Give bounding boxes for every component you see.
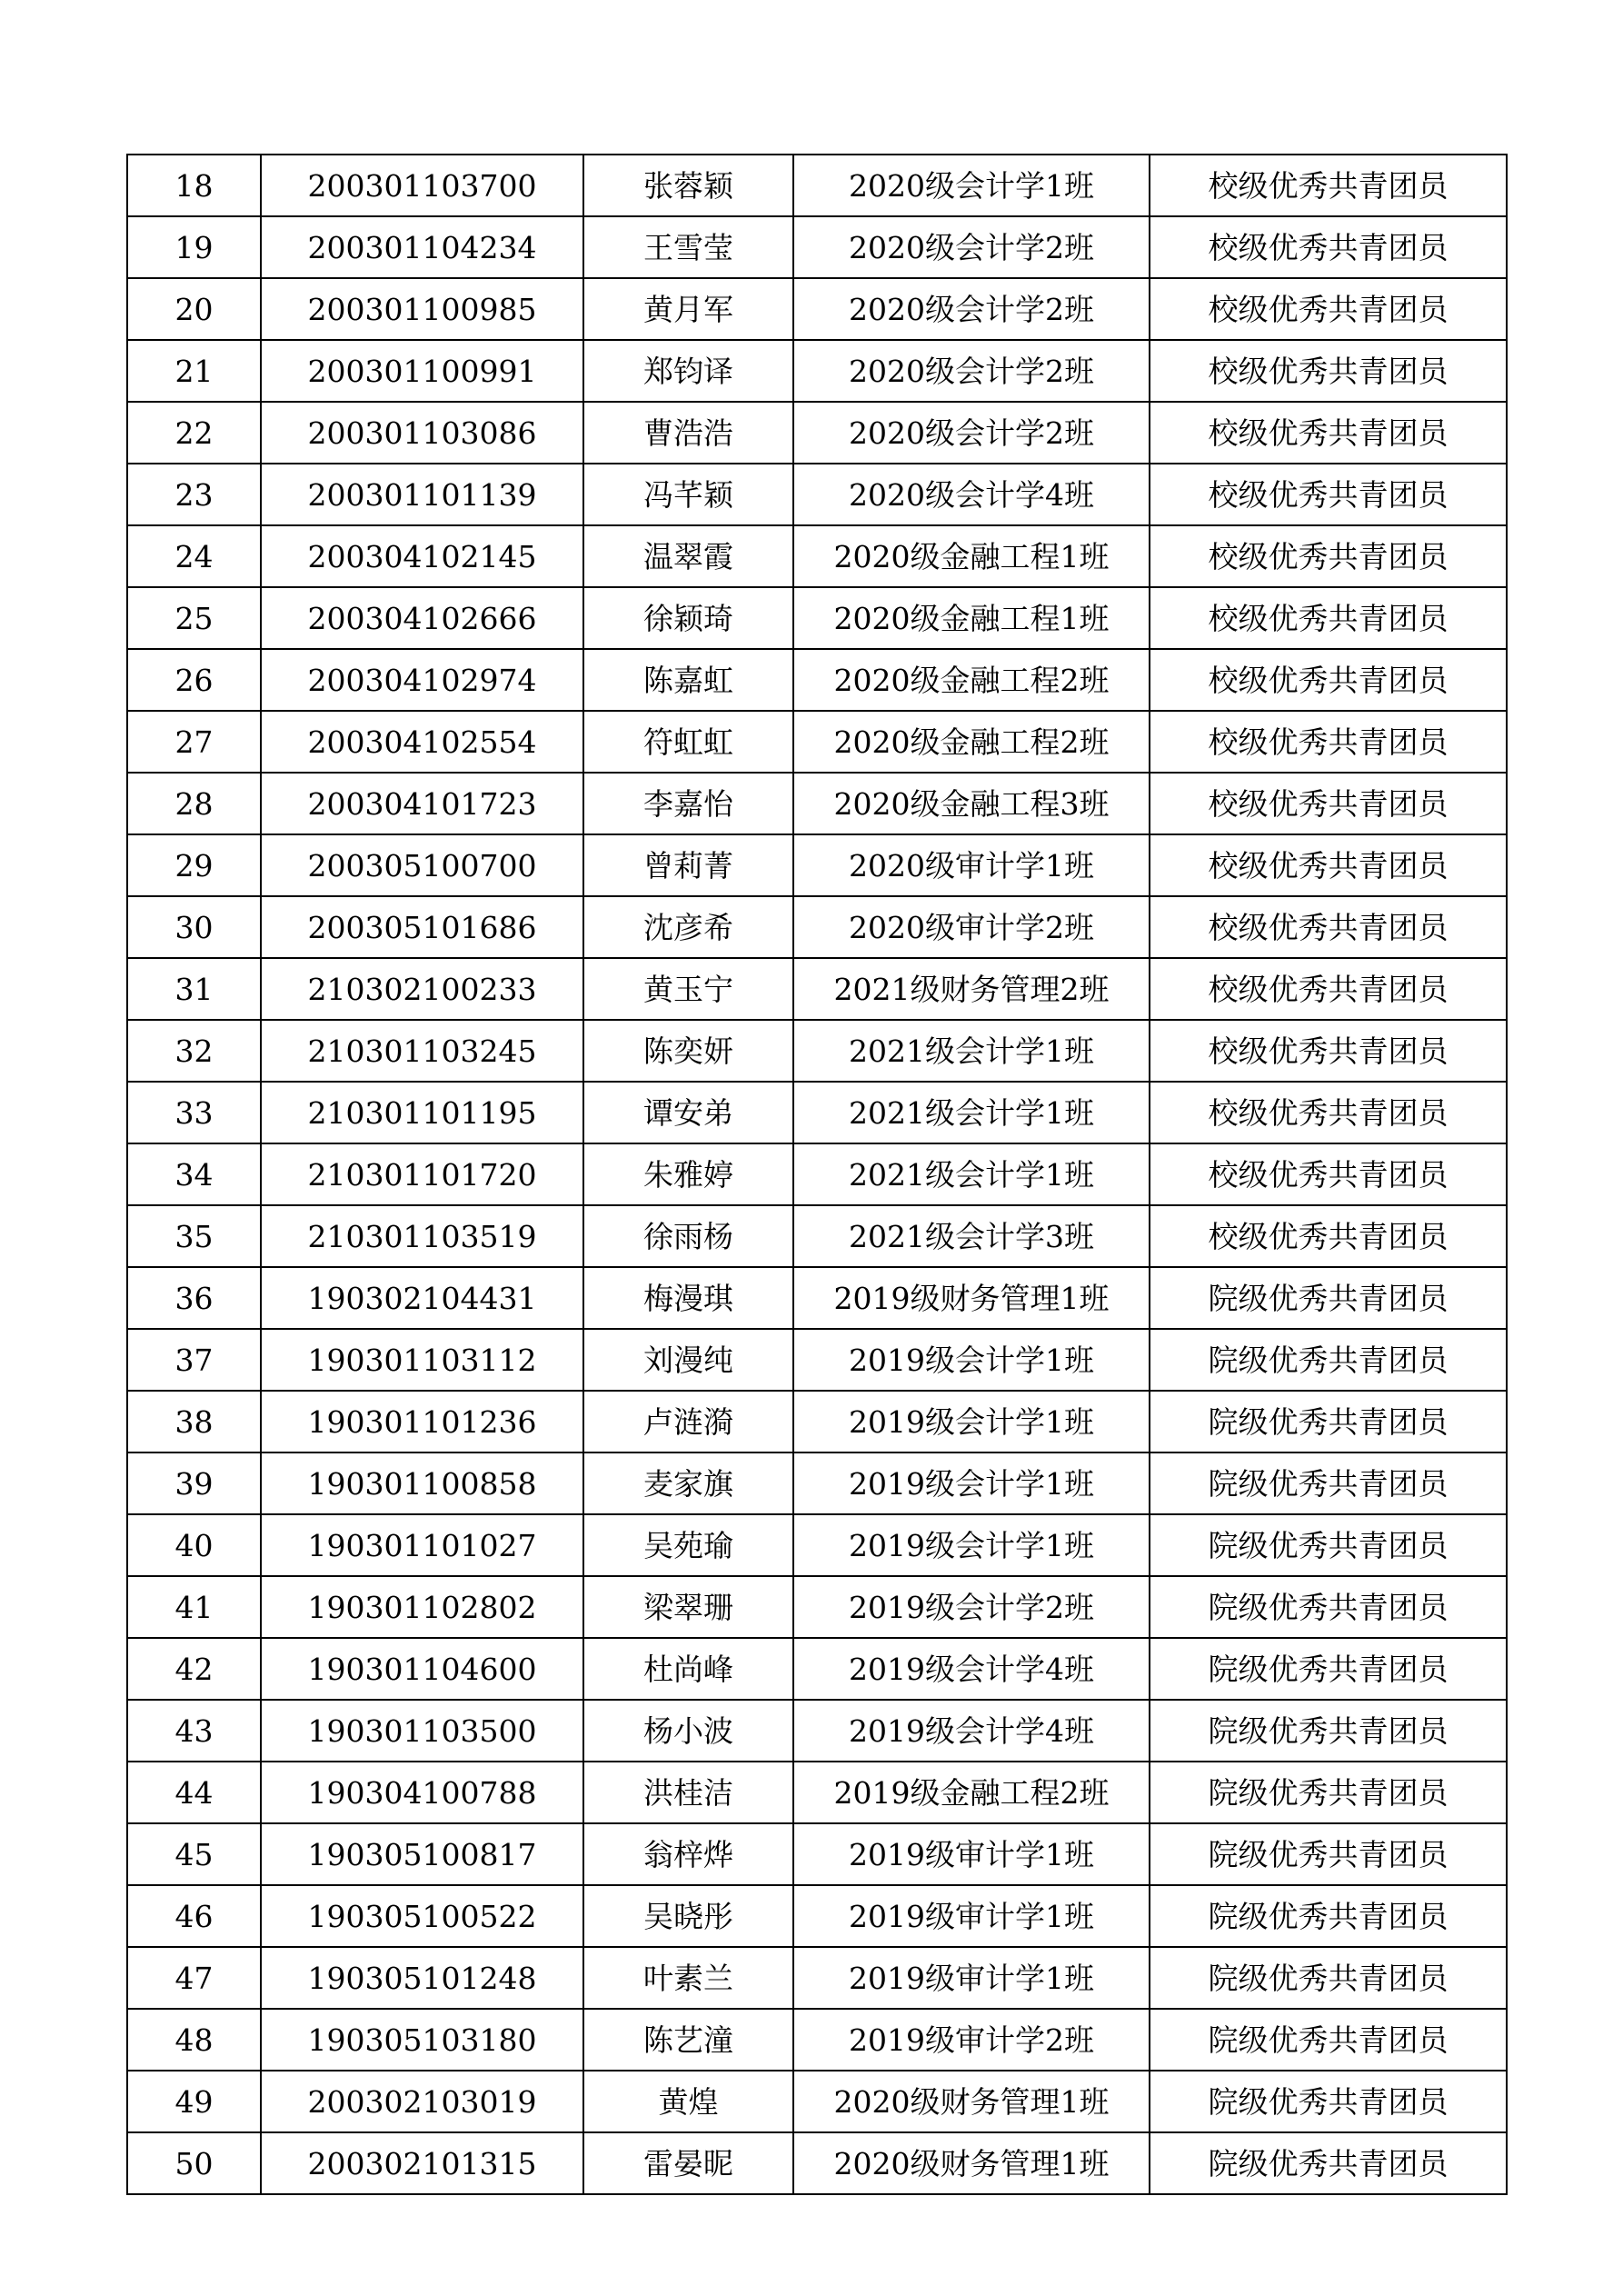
class-name-cell: 2021级会计学3班 [793,1205,1150,1267]
class-name-cell: 2019级会计学2班 [793,1576,1150,1638]
table-body [127,155,1507,2194]
award-title-cell: 院级优秀共青团员 [1150,1823,1507,1885]
row-number-cell: 27 [127,711,261,773]
class-name-cell: 2020级会计学4班 [793,464,1150,525]
class-name-cell: 2019级会计学4班 [793,1638,1150,1700]
table-row [127,2071,1507,2132]
class-name-cell: 2019级会计学1班 [793,1514,1150,1576]
award-title-cell: 院级优秀共青团员 [1150,2071,1507,2132]
row-number-cell: 26 [127,649,261,711]
student-id-cell: 200301101139 [261,464,583,525]
class-name-cell: 2020级财务管理1班 [793,2071,1150,2132]
award-title-cell: 院级优秀共青团员 [1150,1576,1507,1638]
student-id-cell: 200304102554 [261,711,583,773]
class-name-cell: 2020级审计学1班 [793,834,1150,896]
row-number-cell: 46 [127,1885,261,1947]
student-id-cell: 190301104600 [261,1638,583,1700]
table-row [127,958,1507,1020]
award-title-cell: 院级优秀共青团员 [1150,1638,1507,1700]
award-title-cell: 校级优秀共青团员 [1150,278,1507,340]
class-name-cell: 2020级审计学2班 [793,896,1150,958]
student-id-cell: 190301100858 [261,1452,583,1514]
student-name-cell: 李嘉怡 [583,773,793,834]
class-name-cell: 2019级会计学1班 [793,1452,1150,1514]
table-row [127,2009,1507,2071]
row-number-cell: 33 [127,1082,261,1143]
row-number-cell: 29 [127,834,261,896]
row-number-cell: 36 [127,1267,261,1329]
row-number-cell: 18 [127,155,261,216]
class-name-cell: 2020级金融工程2班 [793,711,1150,773]
student-name-cell: 曹浩浩 [583,402,793,464]
table-row [127,1885,1507,1947]
class-name-cell: 2020级金融工程2班 [793,649,1150,711]
award-title-cell: 院级优秀共青团员 [1150,2009,1507,2071]
row-number-cell: 37 [127,1329,261,1391]
award-title-cell: 校级优秀共青团员 [1150,525,1507,587]
student-id-cell: 200301100991 [261,340,583,402]
table-row [127,340,1507,402]
row-number-cell: 24 [127,525,261,587]
student-id-cell: 210301101720 [261,1143,583,1205]
row-number-cell: 30 [127,896,261,958]
student-name-cell: 翁梓烨 [583,1823,793,1885]
student-name-cell: 沈彦希 [583,896,793,958]
row-number-cell: 31 [127,958,261,1020]
table-row [127,1452,1507,1514]
student-id-cell: 190304100788 [261,1762,583,1823]
table-row [127,773,1507,834]
award-title-cell: 院级优秀共青团员 [1150,1267,1507,1329]
award-title-cell: 校级优秀共青团员 [1150,834,1507,896]
student-id-cell: 200302101315 [261,2132,583,2194]
student-id-cell: 200301100985 [261,278,583,340]
student-name-cell: 谭安弟 [583,1082,793,1143]
student-id-cell: 200301103700 [261,155,583,216]
row-number-cell: 47 [127,1947,261,2009]
award-title-cell: 校级优秀共青团员 [1150,1205,1507,1267]
student-name-cell: 杜尚峰 [583,1638,793,1700]
student-id-cell: 190305100522 [261,1885,583,1947]
award-title-cell: 校级优秀共青团员 [1150,896,1507,958]
class-name-cell: 2020级会计学2班 [793,402,1150,464]
table-row [127,1082,1507,1143]
student-name-cell: 陈艺潼 [583,2009,793,2071]
award-title-cell: 院级优秀共青团员 [1150,1329,1507,1391]
student-name-cell: 梅漫琪 [583,1267,793,1329]
student-name-cell: 卢涟漪 [583,1391,793,1452]
table-row [127,1700,1507,1762]
table-row [127,1947,1507,2009]
table-row [127,155,1507,216]
row-number-cell: 19 [127,216,261,278]
award-title-cell: 院级优秀共青团员 [1150,1947,1507,2009]
student-name-cell: 朱雅婷 [583,1143,793,1205]
class-name-cell: 2020级财务管理1班 [793,2132,1150,2194]
class-name-cell: 2019级审计学2班 [793,2009,1150,2071]
row-number-cell: 28 [127,773,261,834]
student-id-cell: 190305100817 [261,1823,583,1885]
row-number-cell: 23 [127,464,261,525]
student-id-cell: 190301103500 [261,1700,583,1762]
award-title-cell: 校级优秀共青团员 [1150,340,1507,402]
award-title-cell: 院级优秀共青团员 [1150,1762,1507,1823]
table-row [127,649,1507,711]
award-title-cell: 院级优秀共青团员 [1150,1452,1507,1514]
table-row [127,1576,1507,1638]
class-name-cell: 2020级会计学2班 [793,216,1150,278]
award-title-cell: 校级优秀共青团员 [1150,464,1507,525]
class-name-cell: 2020级金融工程3班 [793,773,1150,834]
table-row [127,1205,1507,1267]
award-title-cell: 校级优秀共青团员 [1150,1082,1507,1143]
award-title-cell: 校级优秀共青团员 [1150,958,1507,1020]
student-name-cell: 黄玉宁 [583,958,793,1020]
student-name-cell: 张蓉颖 [583,155,793,216]
student-id-cell: 200301103086 [261,402,583,464]
student-name-cell: 杨小波 [583,1700,793,1762]
table-row [127,278,1507,340]
class-name-cell: 2020级金融工程1班 [793,587,1150,649]
student-id-cell: 200304101723 [261,773,583,834]
student-name-cell: 麦家旗 [583,1452,793,1514]
class-name-cell: 2020级会计学1班 [793,155,1150,216]
student-name-cell: 黄月军 [583,278,793,340]
row-number-cell: 48 [127,2009,261,2071]
student-id-cell: 210301103519 [261,1205,583,1267]
row-number-cell: 50 [127,2132,261,2194]
student-name-cell: 吴晓彤 [583,1885,793,1947]
table-row [127,2132,1507,2194]
table-row [127,464,1507,525]
row-number-cell: 42 [127,1638,261,1700]
table-row [127,711,1507,773]
row-number-cell: 41 [127,1576,261,1638]
row-number-cell: 40 [127,1514,261,1576]
row-number-cell: 20 [127,278,261,340]
student-name-cell: 陈嘉虹 [583,649,793,711]
award-title-cell: 校级优秀共青团员 [1150,1020,1507,1082]
award-title-cell: 校级优秀共青团员 [1150,649,1507,711]
student-name-cell: 符虹虹 [583,711,793,773]
award-title-cell: 院级优秀共青团员 [1150,1514,1507,1576]
row-number-cell: 45 [127,1823,261,1885]
student-name-cell: 吴苑瑜 [583,1514,793,1576]
award-title-cell: 院级优秀共青团员 [1150,1391,1507,1452]
award-title-cell: 校级优秀共青团员 [1150,155,1507,216]
student-name-cell: 王雪莹 [583,216,793,278]
student-id-cell: 210301103245 [261,1020,583,1082]
student-name-cell: 徐雨杨 [583,1205,793,1267]
student-id-cell: 190301103112 [261,1329,583,1391]
student-name-cell: 温翠霞 [583,525,793,587]
class-name-cell: 2020级会计学2班 [793,340,1150,402]
student-id-cell: 210302100233 [261,958,583,1020]
honor-list-table-container [126,154,1506,2195]
student-name-cell: 黄煌 [583,2071,793,2132]
table-row [127,1762,1507,1823]
table-row [127,216,1507,278]
student-name-cell: 郑钧译 [583,340,793,402]
row-number-cell: 35 [127,1205,261,1267]
class-name-cell: 2021级会计学1班 [793,1143,1150,1205]
row-number-cell: 39 [127,1452,261,1514]
table-row [127,1638,1507,1700]
award-title-cell: 校级优秀共青团员 [1150,402,1507,464]
student-name-cell: 雷晏昵 [583,2132,793,2194]
row-number-cell: 49 [127,2071,261,2132]
table-row [127,1823,1507,1885]
student-id-cell: 210301101195 [261,1082,583,1143]
table-row [127,587,1507,649]
award-title-cell: 院级优秀共青团员 [1150,1700,1507,1762]
table-row [127,834,1507,896]
class-name-cell: 2019级审计学1班 [793,1947,1150,2009]
row-number-cell: 21 [127,340,261,402]
student-id-cell: 190305103180 [261,2009,583,2071]
table-row [127,1514,1507,1576]
row-number-cell: 34 [127,1143,261,1205]
student-name-cell: 洪桂洁 [583,1762,793,1823]
table-row [127,525,1507,587]
class-name-cell: 2020级会计学2班 [793,278,1150,340]
class-name-cell: 2021级财务管理2班 [793,958,1150,1020]
student-id-cell: 200304102666 [261,587,583,649]
class-name-cell: 2021级会计学1班 [793,1020,1150,1082]
student-name-cell: 冯芊颖 [583,464,793,525]
table-row [127,402,1507,464]
award-title-cell: 校级优秀共青团员 [1150,1143,1507,1205]
student-id-cell: 200305100700 [261,834,583,896]
student-id-cell: 200304102145 [261,525,583,587]
table-row [127,896,1507,958]
student-id-cell: 200302103019 [261,2071,583,2132]
award-title-cell: 校级优秀共青团员 [1150,773,1507,834]
table-row [127,1267,1507,1329]
class-name-cell: 2019级审计学1班 [793,1823,1150,1885]
table-row [127,1143,1507,1205]
student-name-cell: 刘漫纯 [583,1329,793,1391]
row-number-cell: 32 [127,1020,261,1082]
honor-list-table [126,154,1508,2195]
class-name-cell: 2019级会计学1班 [793,1391,1150,1452]
student-id-cell: 190301101027 [261,1514,583,1576]
student-id-cell: 200301104234 [261,216,583,278]
student-id-cell: 190302104431 [261,1267,583,1329]
student-id-cell: 190301102802 [261,1576,583,1638]
class-name-cell: 2021级会计学1班 [793,1082,1150,1143]
class-name-cell: 2019级金融工程2班 [793,1762,1150,1823]
class-name-cell: 2020级金融工程1班 [793,525,1150,587]
award-title-cell: 院级优秀共青团员 [1150,2132,1507,2194]
award-title-cell: 校级优秀共青团员 [1150,587,1507,649]
student-name-cell: 梁翠珊 [583,1576,793,1638]
table-row [127,1329,1507,1391]
student-id-cell: 200305101686 [261,896,583,958]
student-name-cell: 陈奕妍 [583,1020,793,1082]
class-name-cell: 2019级审计学1班 [793,1885,1150,1947]
award-title-cell: 院级优秀共青团员 [1150,1885,1507,1947]
student-name-cell: 徐颖琦 [583,587,793,649]
class-name-cell: 2019级会计学1班 [793,1329,1150,1391]
table-row [127,1020,1507,1082]
student-name-cell: 曾莉菁 [583,834,793,896]
row-number-cell: 25 [127,587,261,649]
row-number-cell: 22 [127,402,261,464]
student-id-cell: 200304102974 [261,649,583,711]
class-name-cell: 2019级财务管理1班 [793,1267,1150,1329]
row-number-cell: 38 [127,1391,261,1452]
class-name-cell: 2019级会计学4班 [793,1700,1150,1762]
table-row [127,1391,1507,1452]
row-number-cell: 43 [127,1700,261,1762]
student-id-cell: 190305101248 [261,1947,583,2009]
student-name-cell: 叶素兰 [583,1947,793,2009]
award-title-cell: 校级优秀共青团员 [1150,216,1507,278]
row-number-cell: 44 [127,1762,261,1823]
student-id-cell: 190301101236 [261,1391,583,1452]
award-title-cell: 校级优秀共青团员 [1150,711,1507,773]
